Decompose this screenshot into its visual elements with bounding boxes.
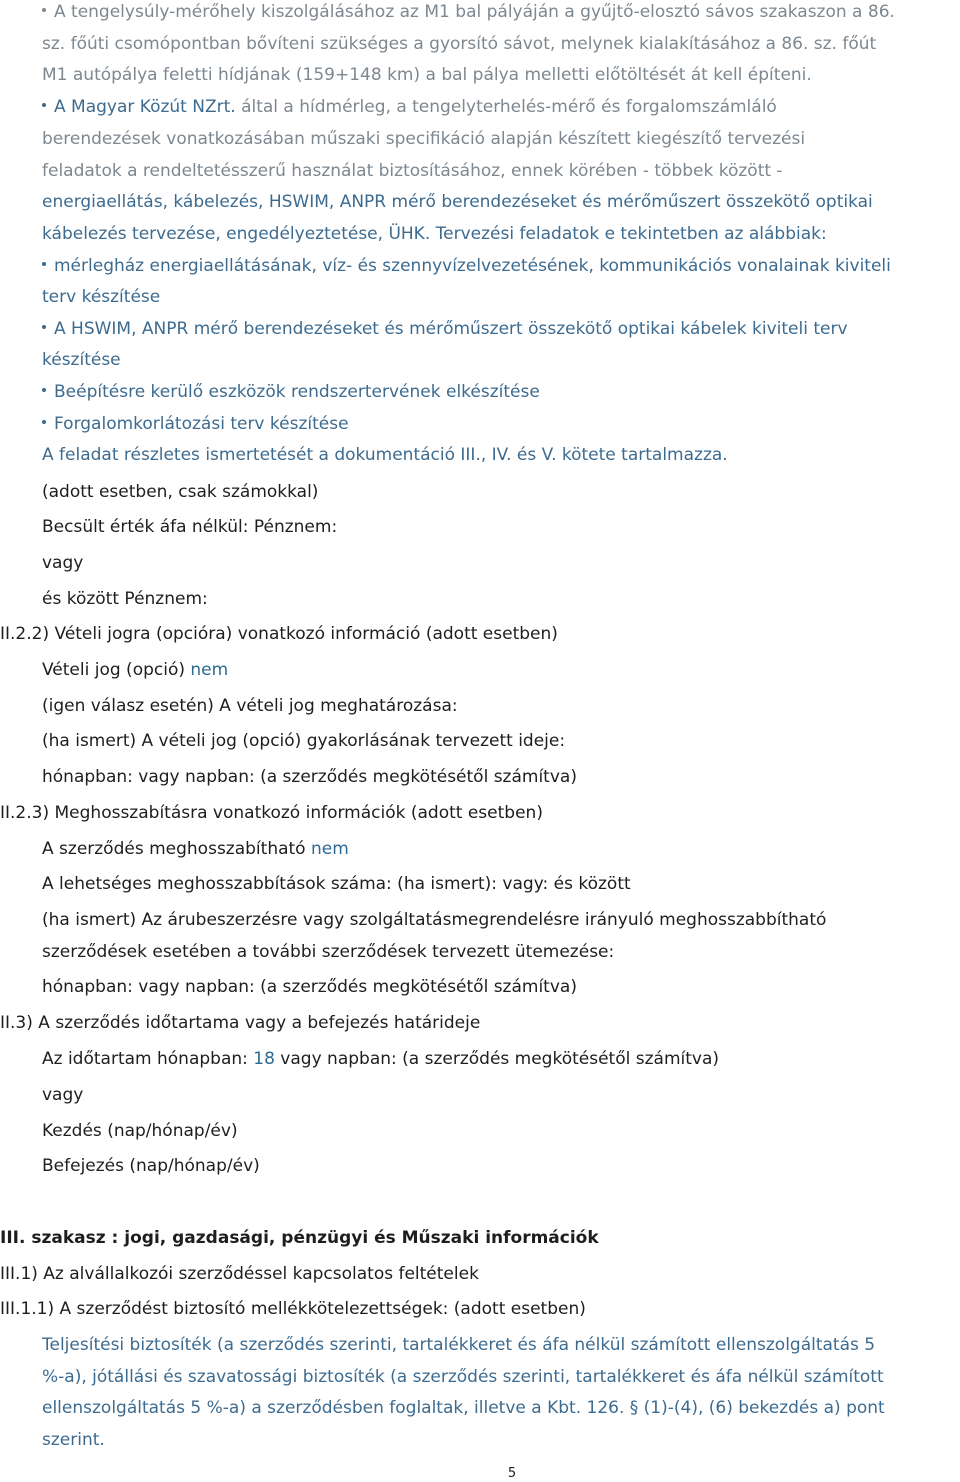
guarantee-line-3: ellenszolgáltatás 5 %-a) a szerződésben foglaltak, illetve a Kbt. 126. § (1)-(4), (6) bekezdés a) pont — [42, 1398, 885, 1418]
bullet-item-cont: terv készítése — [42, 287, 161, 307]
para-b-line-3: feladatok a rendeltetésszerű használat biztosításához, ennek körében - többek között - — [42, 161, 783, 181]
option-months: hónapban: vagy napban: (a szerződés megkötésétől számítva) — [42, 767, 577, 787]
extension-count: A lehetséges meghosszabbítások száma: (ha ismert): vagy: és között — [42, 874, 631, 894]
bullet-icon — [42, 262, 46, 266]
option-value: nem — [190, 660, 229, 680]
bullet-item: Beépítésre kerülő eszközök rendszertervének elkészítése — [42, 381, 540, 403]
option-definition: (igen válasz esetén) A vételi jog meghatározása: — [42, 696, 458, 716]
para-b-line-2: berendezések vonatkozásában műszaki specifikáció alapján készített kiegészítő tervezési — [42, 129, 806, 149]
section-title: II.3) A szerződés időtartama vagy a befejezés határideje — [0, 1013, 481, 1033]
duration-field: Az időtartam hónapban: 18 vagy napban: (a szerződés megkötésétől számítva) — [42, 1049, 719, 1069]
extension-schedule-2: szerződések esetében a további szerződések tervezett ütemezése: — [42, 942, 615, 962]
documentation-note: A feladat részletes ismertetését a dokumentáció III., IV. és V. kötete tartalmazza. — [42, 445, 728, 465]
option-planned-time: (ha ismert) A vételi jog (opció) gyakorlásának tervezett ideje: — [42, 731, 566, 751]
intro-line-3: M1 autópálya feletti hídjának (159+148 km) a bal pálya melletti előtöltését át kell építeni. — [42, 65, 812, 85]
para-b-line-1: A Magyar Közút NZrt. által a hídmérleg, a tengelyterhelés-mérő és forgalomszámláló — [42, 96, 777, 118]
estimate-between: és között Pénznem: — [42, 589, 208, 609]
bullet-icon — [42, 325, 46, 329]
extension-field: A szerződés meghosszabítható nem — [42, 839, 349, 859]
duration-value: 18 — [253, 1049, 275, 1069]
bullet-item-cont: készítése — [42, 350, 121, 370]
intro-line-2: sz. főúti csomópontban bővíteni szükséges a gyorsító sávot, melynek kialakításához a 86. sz. főút — [42, 34, 877, 54]
section-heading: III. szakasz : jogi, gazdasági, pénzügyi és Műszaki információk — [0, 1228, 599, 1248]
bullet-icon — [42, 420, 46, 424]
section-title: II.2.3) Meghosszabításra vonatkozó információk (adott esetben) — [0, 803, 543, 823]
extension-value: nem — [310, 839, 349, 859]
duration-or: vagy — [42, 1085, 84, 1105]
start-date-field: Kezdés (nap/hónap/év) — [42, 1121, 238, 1141]
subsection-title: III.1) Az alvállalkozói szerződéssel kapcsolatos feltételek — [0, 1264, 479, 1284]
para-b-line-4: energiaellátás, kábelezés, HSWIM, ANPR mérő berendezéseket és mérőműszert összekötő optikai — [42, 192, 873, 212]
option-field: Vételi jog (opció) nem — [42, 660, 229, 680]
intro-line-1: A tengelysúly-mérőhely kiszolgálásához az M1 bal pályáján a gyűjtő-elosztó sávos szakaszon a 86. — [42, 1, 895, 23]
guarantee-line-4: szerint. — [42, 1430, 105, 1450]
estimate-note: (adott esetben, csak számokkal) — [42, 482, 319, 502]
extension-schedule-1: (ha ismert) Az árubeszerzésre vagy szolgáltatásmegrendelésre irányuló meghosszabbítható — [42, 910, 827, 930]
page-number: 5 — [507, 1466, 517, 1481]
end-date-field: Befejezés (nap/hónap/év) — [42, 1156, 260, 1176]
estimate-value: Becsült érték áfa nélkül: Pénznem: — [42, 517, 338, 537]
bullet-icon — [42, 388, 46, 392]
para-b-line-5: kábelezés tervezése, engedélyeztetése, ÜHK. Tervezési feladatok e tekintetben az alábbiak: — [42, 224, 827, 244]
guarantee-line-2: %-a), jótállási és szavatossági biztosíték (a szerződés szerinti, tartalékkeret és áfa nélkül számított — [42, 1367, 884, 1387]
bullet-item: mérlegház energiaellátásának, víz- és szennyvízelvezetésének, kommunikációs vonalainak kiviteli — [42, 255, 891, 277]
subsection-title: III.1.1) A szerződést biztosító mellékkötelezettségek: (adott esetben) — [0, 1299, 586, 1319]
guarantee-line-1: Teljesítési biztosíték (a szerződés szerinti, tartalékkeret és áfa nélkül számított ellenszolgáltatás 5 — [42, 1335, 876, 1355]
bullet-item: A HSWIM, ANPR mérő berendezéseket és mérőműszert összekötő optikai kábelek kiviteli terv — [42, 318, 848, 340]
section-title: II.2.2) Vételi jogra (opcióra) vonatkozó információ (adott esetben) — [0, 624, 558, 644]
estimate-or: vagy — [42, 553, 84, 573]
bullet-icon — [42, 103, 46, 107]
bullet-item: Forgalomkorlátozási terv készítése — [42, 413, 349, 435]
bullet-icon — [42, 8, 46, 12]
extension-months: hónapban: vagy napban: (a szerződés megkötésétől számítva) — [42, 977, 577, 997]
